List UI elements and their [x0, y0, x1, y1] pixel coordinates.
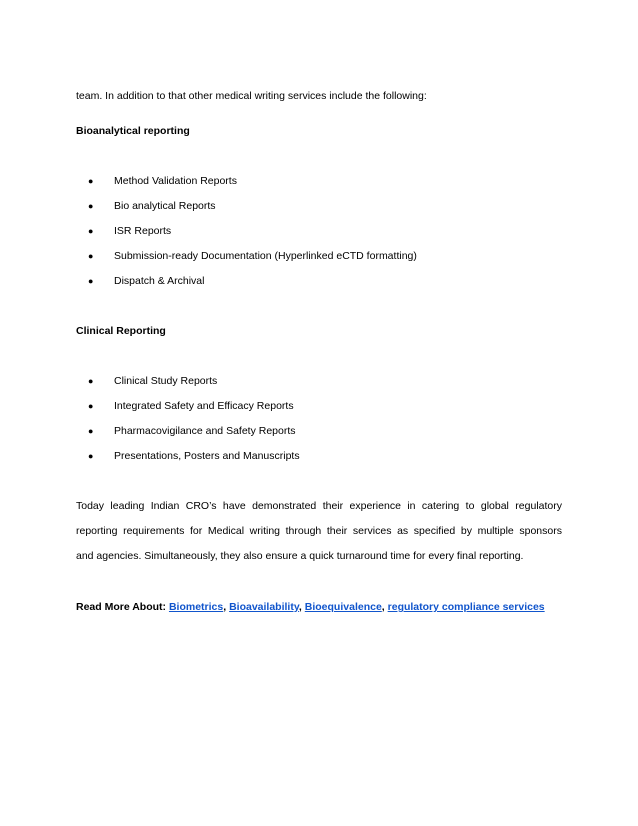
list-item-text: Submission-ready Documentation (Hyperlinked eCTD formatting)	[114, 250, 417, 262]
list-item-text: Dispatch & Archival	[114, 275, 205, 287]
list-item	[88, 424, 296, 438]
bullet-icon: ●	[88, 376, 94, 386]
bioanalytical-heading: Bioanalytical reporting	[76, 125, 190, 137]
list-item-text: Presentations, Posters and Manuscripts	[114, 450, 300, 462]
list-item	[88, 449, 300, 463]
bullet-icon: ●	[88, 201, 94, 211]
list-item-text: Integrated Safety and Efficacy Reports	[114, 400, 294, 412]
bullet-icon: ●	[88, 401, 94, 411]
list-item	[88, 174, 237, 188]
link-biometrics[interactable]: Biometrics	[168, 601, 224, 613]
paragraph-line: and agencies. Simultaneously, they also ensure a quick turnaround time for every final reporting.	[76, 550, 524, 562]
read-more-line	[76, 600, 545, 614]
link-separator: ,	[223, 601, 230, 613]
link-bioavailability[interactable]: Bioavailability	[229, 601, 299, 613]
list-item	[88, 399, 294, 413]
list-item	[88, 224, 171, 238]
list-item-text: Clinical Study Reports	[114, 375, 218, 387]
link-bioequivalence[interactable]: Bioequivalence	[304, 601, 382, 613]
list-item-text: ISR Reports	[114, 225, 172, 237]
bullet-icon: ●	[88, 426, 94, 436]
list-item-text: Method Validation Reports	[114, 175, 237, 187]
paragraph-line: reporting requirements for Medical writing through their services as specified by multiple sponsors	[76, 525, 562, 537]
list-item	[88, 249, 417, 263]
bullet-icon: ●	[88, 251, 94, 261]
list-item	[88, 274, 204, 288]
bullet-icon: ●	[88, 451, 94, 461]
list-item	[88, 374, 217, 388]
list-item-text: Bio analytical Reports	[114, 200, 216, 212]
bullet-icon: ●	[88, 176, 94, 186]
link-separator: ,	[298, 601, 305, 613]
intro-text: team. In addition to that other medical writing services include the following:	[76, 90, 427, 102]
read-more-label: Read More About:	[76, 601, 169, 613]
list-item	[88, 199, 216, 213]
list-item-text: Pharmacovigilance and Safety Reports	[114, 425, 296, 437]
bullet-icon: ●	[88, 276, 94, 286]
paragraph-line: Today leading Indian CRO’s have demonstrated their experience in catering to global regulatory	[76, 500, 562, 512]
clinical-heading: Clinical Reporting	[76, 325, 166, 337]
link-regulatory-compliance-services[interactable]: regulatory compliance services	[387, 601, 545, 613]
bullet-icon: ●	[88, 226, 94, 236]
link-separator: ,	[381, 601, 388, 613]
